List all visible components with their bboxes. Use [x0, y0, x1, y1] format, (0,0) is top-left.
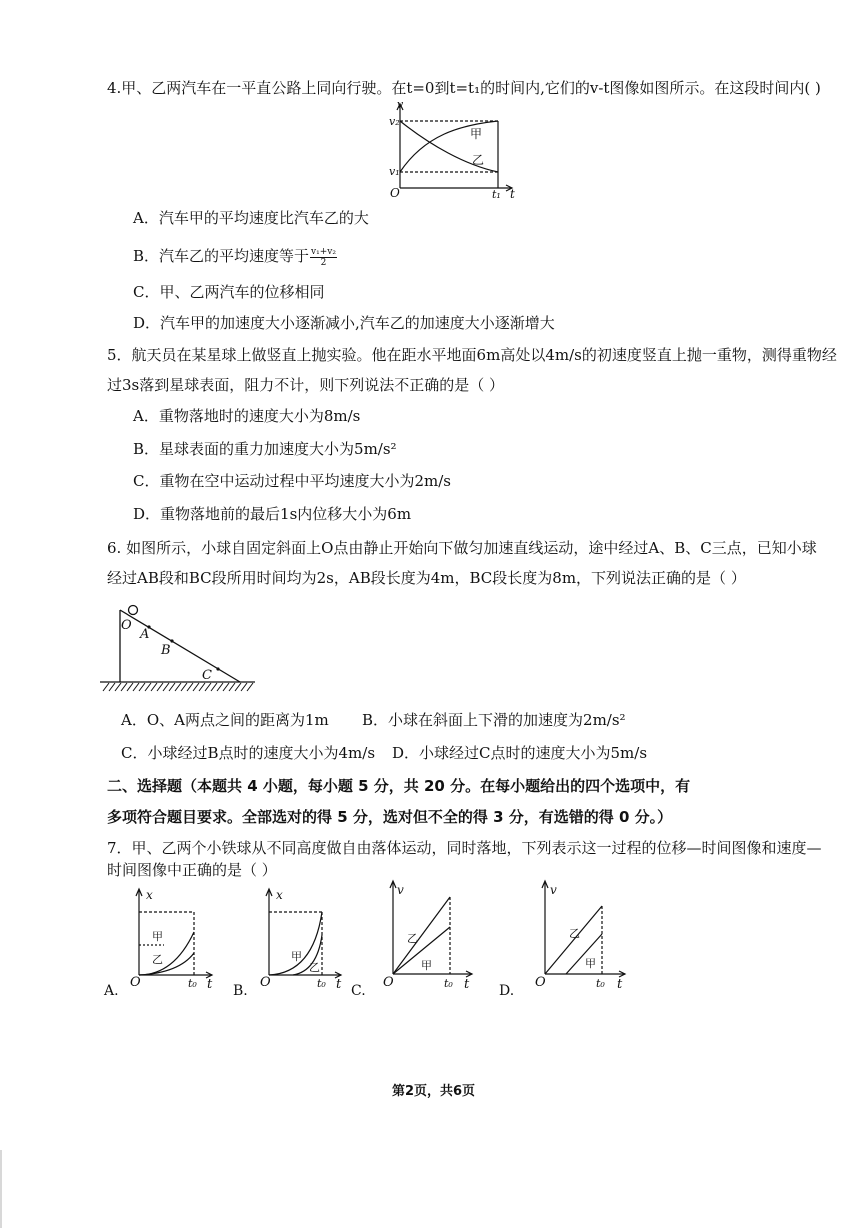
q7-b-t: t	[336, 977, 342, 992]
q4-option-b-fraction	[310, 247, 337, 268]
q7-stem-line2: 时间图像中正确的是（ ）	[107, 861, 277, 879]
q7-a-yi: 乙	[152, 953, 163, 966]
q6-label-a: A	[140, 627, 150, 642]
q6-option-a: A．O、A两点之间的距离为1m	[121, 711, 329, 729]
q4-v1-label: v₁	[389, 165, 400, 178]
q7-b-yaxis: x	[276, 888, 283, 902]
q4-fraction-denominator: 2	[320, 257, 327, 268]
q7-graph-c	[349, 872, 479, 1000]
q4-option-c: C．甲、乙两汽车的位移相同	[133, 283, 325, 301]
q4-v2-label: v₂	[389, 115, 400, 128]
q6-option-d: D．小球经过C点时的速度大小为5m/s	[392, 744, 648, 762]
q4-option-a: A．汽车甲的平均速度比汽车乙的大	[133, 209, 369, 227]
q7-graph-d	[497, 872, 632, 1000]
q7-stem-line1: 7．甲、乙两个小铁球从不同高度做自由落体运动，同时落地，下列表示这一过程的位移—时间图像和速度—	[107, 839, 822, 857]
q7-a-t: t	[207, 977, 213, 992]
q4-yi-label: 乙	[472, 153, 485, 167]
q7-d-yaxis: v	[550, 883, 557, 897]
q7-d-origin: O	[535, 975, 546, 990]
q7-b-yi: 乙	[309, 961, 320, 974]
q5-option-c: C．重物在空中运动过程中平均速度大小为2m/s	[133, 472, 451, 490]
q6-option-b: B．小球在斜面上下滑的加速度为2m/s²	[362, 711, 626, 729]
q7-a-yaxis: x	[146, 888, 153, 902]
q5-stem-line1: 5．航天员在某星球上做竖直上抛实验。他在距水平地面6m高处以4m/s的初速度竖直上抛一重物，测得重物经	[107, 346, 837, 364]
q7-a-jia: 甲	[152, 930, 163, 943]
q7-b-jia: 甲	[291, 950, 302, 963]
q4-origin-label: O	[390, 186, 400, 200]
q7-c-t0: t₀	[444, 977, 453, 990]
q4-option-b	[133, 246, 337, 268]
section2-heading-line1: 二、选择题（本题共 4 小题，每小题 5 分，共 20 分。在每小题给出的四个选项中，有	[107, 777, 691, 795]
q7-a-letter: A.	[104, 983, 119, 999]
q4-t1-label: t₁	[492, 188, 501, 201]
scan-edge-shadow	[0, 1150, 2, 1228]
q4-v-label: v	[397, 98, 404, 111]
q4-option-b-text: B．汽车乙的平均速度等于	[133, 247, 310, 265]
q4-vt-graph	[380, 100, 530, 200]
q7-graph-a	[104, 885, 224, 1000]
q7-c-letter: C.	[351, 983, 366, 999]
q7-d-letter: D.	[499, 983, 515, 999]
q7-d-jia: 甲	[585, 957, 596, 970]
q7-d-t: t	[617, 977, 623, 992]
q6-stem-line2: 经过AB段和BC段所用时间均为2s，AB段长度为4m，BC段长度为8m，下列说法正确的是（ ）	[107, 569, 746, 587]
q7-c-yaxis: v	[397, 883, 404, 897]
q7-a-t0: t₀	[188, 977, 197, 990]
q7-d-t0: t₀	[596, 977, 605, 990]
q4-jia-label: 甲	[470, 127, 483, 141]
q6-stem-line1: 6. 如图所示，小球自固定斜面上O点由静止开始向下做匀加速直线运动，途中经过A、B、C三点，已知小球	[107, 539, 817, 557]
q7-b-origin: O	[260, 975, 271, 990]
q5-stem-line2: 过3s落到星球表面，阻力不计，则下列说法不正确的是（ ）	[107, 376, 505, 394]
q7-d-yi: 乙	[569, 927, 580, 940]
q5-option-d: D．重物落地前的最后1s内位移大小为6m	[133, 505, 412, 523]
q4-option-d: D．汽车甲的加速度大小逐渐减小,汽车乙的加速度大小逐渐增大	[133, 314, 555, 332]
q7-c-yi: 乙	[407, 932, 418, 945]
q5-option-b: B．星球表面的重力加速度大小为5m/s²	[133, 440, 397, 458]
q6-option-c: C．小球经过B点时的速度大小为4m/s	[121, 744, 376, 762]
q4-t-label: t	[510, 187, 515, 201]
q7-b-letter: B.	[233, 983, 248, 999]
q5-option-a: A．重物落地时的速度大小为8m/s	[133, 407, 361, 425]
q4-stem: 4.甲、乙两汽车在一平直公路上同向行驶。在t=0到t=t₁的时间内,它们的v-t图像如图所示。在这段时间内( )	[107, 79, 821, 97]
q7-c-t: t	[464, 977, 470, 992]
q7-c-jia: 甲	[421, 959, 432, 972]
q7-graph-b	[233, 885, 353, 1000]
q6-label-c: C	[202, 668, 212, 683]
q7-c-origin: O	[383, 975, 394, 990]
q7-a-origin: O	[130, 975, 141, 990]
q6-label-b: B	[161, 643, 171, 658]
section2-heading-line2: 多项符合题目要求。全部选对的得 5 分，选对但不全的得 3 分，有选错的得 0 分。）	[107, 808, 673, 826]
q7-b-t0: t₀	[317, 977, 326, 990]
q6-label-o: O	[121, 618, 132, 633]
page-footer: 第2页，共6页	[391, 1084, 476, 1099]
q4-fraction-numerator: v₁+v₂	[311, 246, 336, 257]
q6-incline-diagram	[100, 598, 260, 693]
